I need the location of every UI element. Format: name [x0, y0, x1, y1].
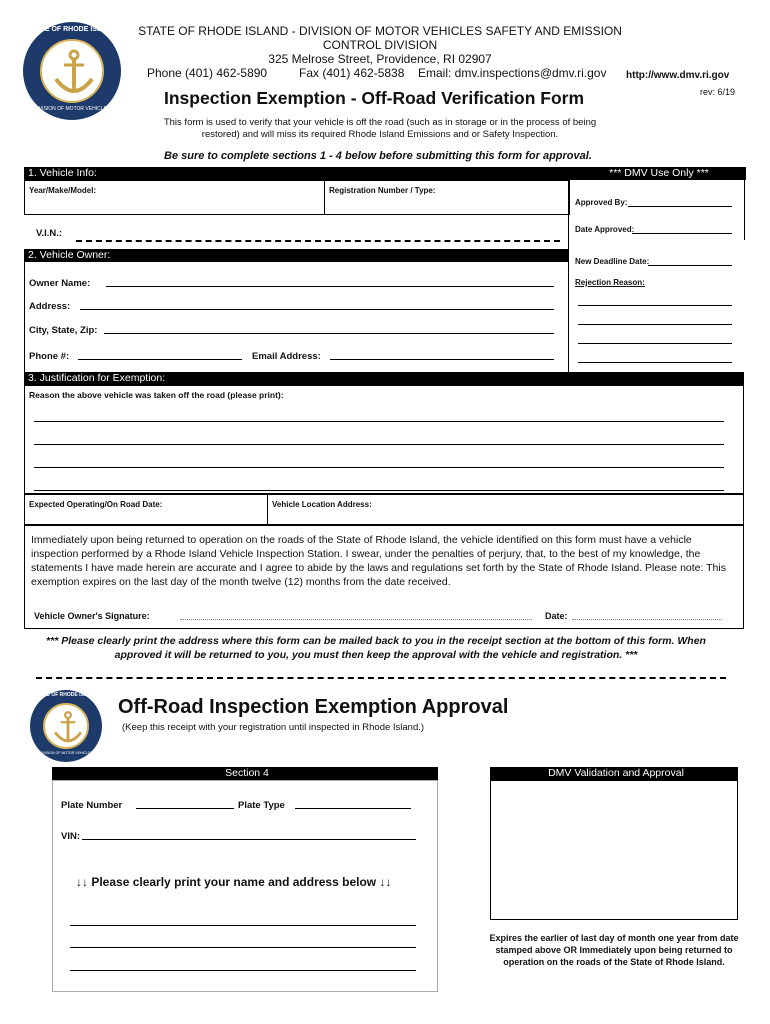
dmv-column-right-border [744, 180, 745, 240]
section-2-left-border [24, 262, 25, 372]
plate-type-field[interactable] [295, 808, 411, 809]
plate-type-label: Plate Type [238, 800, 285, 811]
date-approved-field[interactable] [632, 233, 732, 234]
email-label: Email Address: [252, 351, 321, 362]
reason-line-2[interactable] [34, 444, 724, 445]
approved-by-field[interactable] [628, 206, 732, 207]
anchor-icon [42, 41, 106, 105]
mailing-address-line-1[interactable] [70, 925, 416, 926]
date-location-box [24, 494, 744, 525]
dmv-validation-bar: DMV Validation and Approval [490, 767, 738, 780]
section-1-bar: 1. Vehicle Info: [24, 167, 570, 180]
email-field[interactable] [330, 359, 554, 360]
section-1-box [24, 180, 570, 215]
header-agency-line: STATE OF RHODE ISLAND - DIVISION OF MOTOR VEHICLES SAFETY AND EMISSION [138, 24, 622, 38]
reason-label: Reason the above vehicle was taken off the road (please print): [29, 390, 284, 400]
anchor-icon [45, 705, 91, 751]
mailing-notice: *** Please clearly print the address where this form can be mailed back to you in the receipt section at the bottom of this form. When approved it will be returned to you, you must then keep the approval with the vehicle and registration. *** [46, 635, 706, 661]
rejection-reason-line-2[interactable] [578, 324, 732, 325]
expected-date-label: Expected Operating/On Road Date: [29, 500, 163, 509]
vin-input-boxes[interactable] [76, 238, 560, 242]
rejection-reason-line-3[interactable] [578, 343, 732, 344]
phone-field[interactable] [78, 359, 242, 360]
owner-name-label: Owner Name: [29, 278, 91, 289]
completion-instruction: Be sure to complete sections 1 - 4 below before submitting this form for approval. [164, 150, 592, 162]
mailing-address-line-3[interactable] [70, 970, 416, 971]
dmv-validation-box [490, 780, 738, 920]
receipt-seal-bottom-text: DIVISION OF MOTOR VEHICLES [39, 751, 93, 755]
date-location-divider [267, 494, 268, 525]
reason-line-1[interactable] [34, 421, 724, 422]
receipt-vin-field[interactable] [82, 839, 416, 840]
section-4-bar: Section 4 [52, 767, 438, 780]
header-address-line: 325 Melrose Street, Providence, RI 02907 [268, 52, 492, 66]
expiration-note: Expires the earlier of last day of month one year from date stamped above OR Immediately upon being returned to operation on the roads of the State of Rhode Island. [489, 933, 739, 967]
new-deadline-label: New Deadline Date: [575, 257, 650, 266]
dmv-column-left-border [568, 180, 569, 372]
dmv-use-only-bar: *** DMV Use Only *** [568, 167, 746, 180]
header-website-link[interactable]: http://www.dmv.ri.gov [626, 70, 730, 81]
form-title: Inspection Exemption - Off-Road Verification Form [164, 88, 585, 108]
section-3-bar: 3. Justification for Exemption: [24, 372, 744, 385]
revision-label: rev: 6/19 [700, 87, 736, 97]
header-fax: Fax (401) 462-5838 [299, 66, 405, 80]
receipt-vin-label: VIN: [61, 831, 80, 842]
address-label: Address: [29, 301, 71, 312]
plate-number-field[interactable] [136, 808, 234, 809]
state-seal-logo [23, 22, 121, 120]
print-name-instruction: ↓↓ Please clearly print your name and address below ↓↓ [76, 875, 392, 889]
receipt-subtitle: (Keep this receipt with your registration until inspected in Rhode Island.) [122, 722, 425, 733]
reason-line-4[interactable] [34, 490, 724, 491]
date-approved-label: Date Approved: [575, 225, 635, 234]
signature-label: Vehicle Owner's Signature: [34, 611, 150, 621]
perjury-statement: Immediately upon being returned to operation on the roads of the State of Rhode Island, the vehicle identified on this form must have a vehicle inspection performed by a Rhode Island Vehicle Inspection Station. I swear, under the penalties of perjury, that, to the best of my knowledge, the statements I have made herein are accurate and I agree to abide by the laws and regulations set forth by the State of Rhode Island. Please note: This exemption expires on the last day of the month twelve (12) months from the date received. [31, 534, 726, 588]
signature-field[interactable] [180, 619, 532, 620]
rejection-reason-label: Rejection Reason: [575, 278, 645, 287]
receipt-state-seal-logo [30, 690, 102, 762]
registration-label: Registration Number / Type: [329, 186, 436, 195]
receipt-seal-top-text: STATE OF RHODE ISLAND [34, 692, 98, 698]
new-deadline-field[interactable] [648, 265, 732, 266]
receipt-title: Off-Road Inspection Exemption Approval [118, 696, 509, 718]
seal-top-text: STATE OF RHODE ISLAND [27, 26, 117, 33]
address-field[interactable] [80, 309, 554, 310]
seal-bottom-text: DIVISION OF MOTOR VEHICLES [33, 106, 111, 112]
signature-date-field[interactable] [572, 619, 722, 620]
vehicle-location-label: Vehicle Location Address: [272, 500, 372, 509]
section-3-box [24, 385, 744, 494]
city-state-zip-label: City, State, Zip: [29, 325, 98, 336]
owner-name-field[interactable] [106, 286, 554, 287]
header-division-line: CONTROL DIVISION [322, 38, 438, 52]
city-state-zip-field[interactable] [104, 333, 554, 334]
section-1-divider [324, 180, 325, 215]
header-phone: Phone (401) 462-5890 [147, 66, 268, 80]
cut-line [36, 677, 726, 679]
signature-date-label: Date: [545, 611, 568, 621]
plate-number-label: Plate Number [61, 800, 123, 811]
reason-line-3[interactable] [34, 467, 724, 468]
form-intro: This form is used to verify that your vehicle is off the road (such as in storage or in the process of being restored) and will miss its required Rhode Island Emissions and or Safety Inspection. [163, 117, 597, 140]
vin-label: V.I.N.: [36, 228, 63, 239]
rejection-reason-line-1[interactable] [578, 305, 732, 306]
rejection-reason-line-4[interactable] [578, 362, 732, 363]
phone-label: Phone #: [29, 351, 70, 362]
mailing-address-line-2[interactable] [70, 947, 416, 948]
year-make-model-label: Year/Make/Model: [29, 186, 97, 195]
approved-by-label: Approved By: [575, 198, 628, 207]
section-2-bar: 2. Vehicle Owner: [24, 249, 568, 262]
header-email[interactable]: Email: dmv.inspections@dmv.ri.gov [418, 66, 607, 80]
